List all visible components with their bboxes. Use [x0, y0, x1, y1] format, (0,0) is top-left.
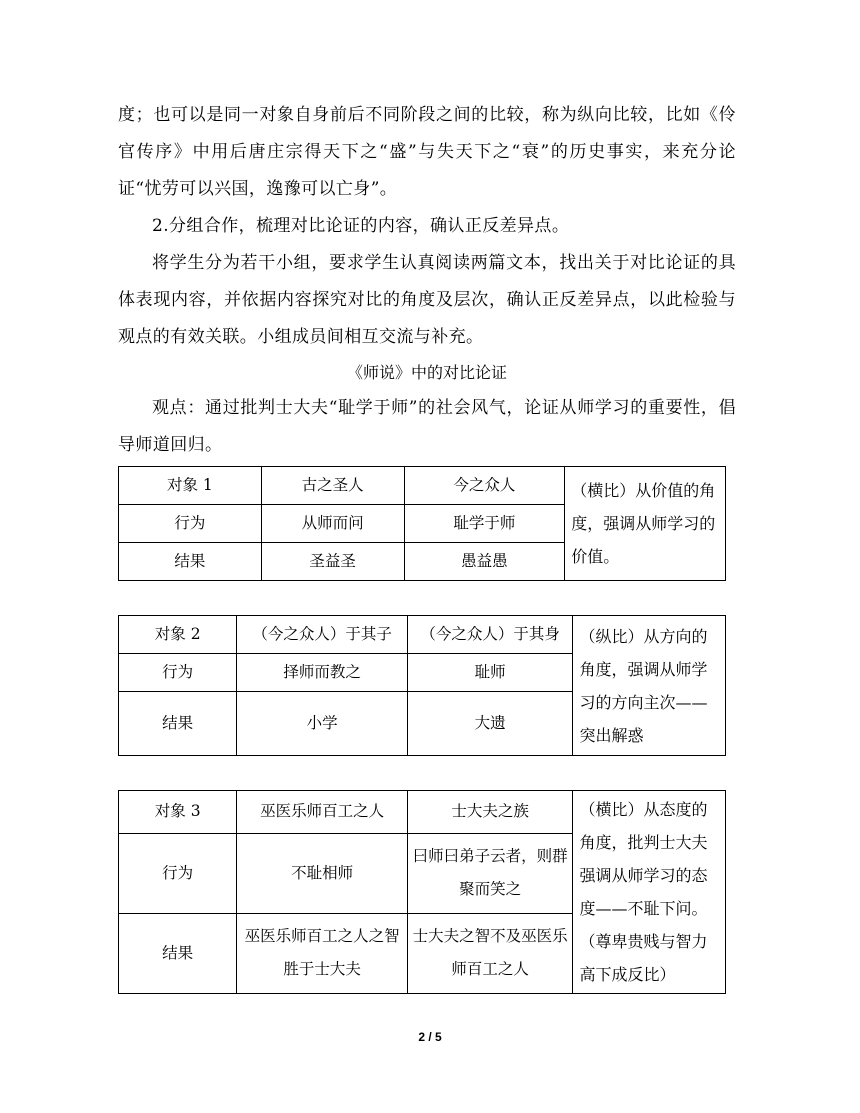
table-cell: 曰师曰弟子云者，则群聚而笑之	[407, 833, 573, 913]
section-title: 《师说》中的对比论证	[346, 363, 507, 382]
comparison-table-2	[118, 615, 726, 756]
table-cell: 不耻相师	[237, 833, 408, 913]
table-cell: 对象 2	[119, 616, 237, 654]
table-cell: 巫医乐师百工之人	[237, 791, 408, 834]
table-note: （横比）从态度的角度，批判士大夫强调从师学习的态度——不耻下问。（尊卑贵贱与智力高下成反比）	[573, 791, 726, 994]
paragraph-viewpoint: 观点：通过批判士大夫“耻学于师”的社会风气，论证从师学习的重要性，倡导师道回归。	[118, 398, 736, 455]
table-note: （横比）从价值的角度，强调从师学习的价值。	[565, 467, 726, 581]
table-cell: 今之众人	[404, 467, 565, 505]
table-cell: 择师而教之	[237, 654, 408, 692]
table-cell: 愚益愚	[404, 543, 565, 581]
table-cell: 古之圣人	[261, 467, 404, 505]
paragraph-group-task: 将学生分为若干小组，要求学生认真阅读两篇文本，找出关于对比论证的具体表现内容，并依据内容探究对比的角度及层次，确认正反差异点，以此检验与观点的有效关联。小组成员间相互交流与补充。	[118, 253, 736, 347]
table-row	[119, 616, 726, 654]
table-cell: 结果	[119, 543, 262, 581]
comparison-table-1	[118, 466, 726, 581]
table-row	[119, 467, 726, 505]
page-number: 2 / 5	[418, 1030, 442, 1044]
table-cell: 耻学于师	[404, 505, 565, 543]
table-cell: 对象 1	[119, 467, 262, 505]
table-cell: 行为	[119, 505, 262, 543]
table-cell: 士大夫之族	[407, 791, 573, 834]
table-note: （纵比）从方向的角度，强调从师学习的方向主次——突出解惑	[573, 616, 726, 756]
comparison-table-3	[118, 790, 726, 994]
table-cell: 结果	[119, 913, 237, 993]
table-cell: 行为	[119, 833, 237, 913]
table-cell: 结果	[119, 692, 237, 756]
table-cell: （今之众人）于其子	[237, 616, 408, 654]
table-cell: 小学	[237, 692, 408, 756]
table-cell: 大遗	[407, 692, 573, 756]
table-row	[119, 791, 726, 834]
table-cell: 巫医乐师百工之人之智胜于士大夫	[237, 913, 408, 993]
page-content	[118, 97, 736, 994]
table-cell: 行为	[119, 654, 237, 692]
table-cell: 士大夫之智不及巫医乐师百工之人	[407, 913, 573, 993]
table-cell: 耻师	[407, 654, 573, 692]
table-cell: 对象 3	[119, 791, 237, 834]
table-cell: （今之众人）于其身	[407, 616, 573, 654]
table-cell: 从师而问	[261, 505, 404, 543]
paragraph-comparison-types: 度；也可以是同一对象自身前后不同阶段之间的比较，称为纵向比较，比如《伶官传序》中用后唐庄宗得天下之“盛”与失天下之“衰”的历史事实，来充分论证“忧劳可以兴国，逸豫可以亡身”。	[118, 105, 736, 199]
paragraph-step-2-heading: 2.分组合作，梳理对比论证的内容，确认正反差异点。	[152, 216, 570, 236]
table-cell: 圣益圣	[261, 543, 404, 581]
